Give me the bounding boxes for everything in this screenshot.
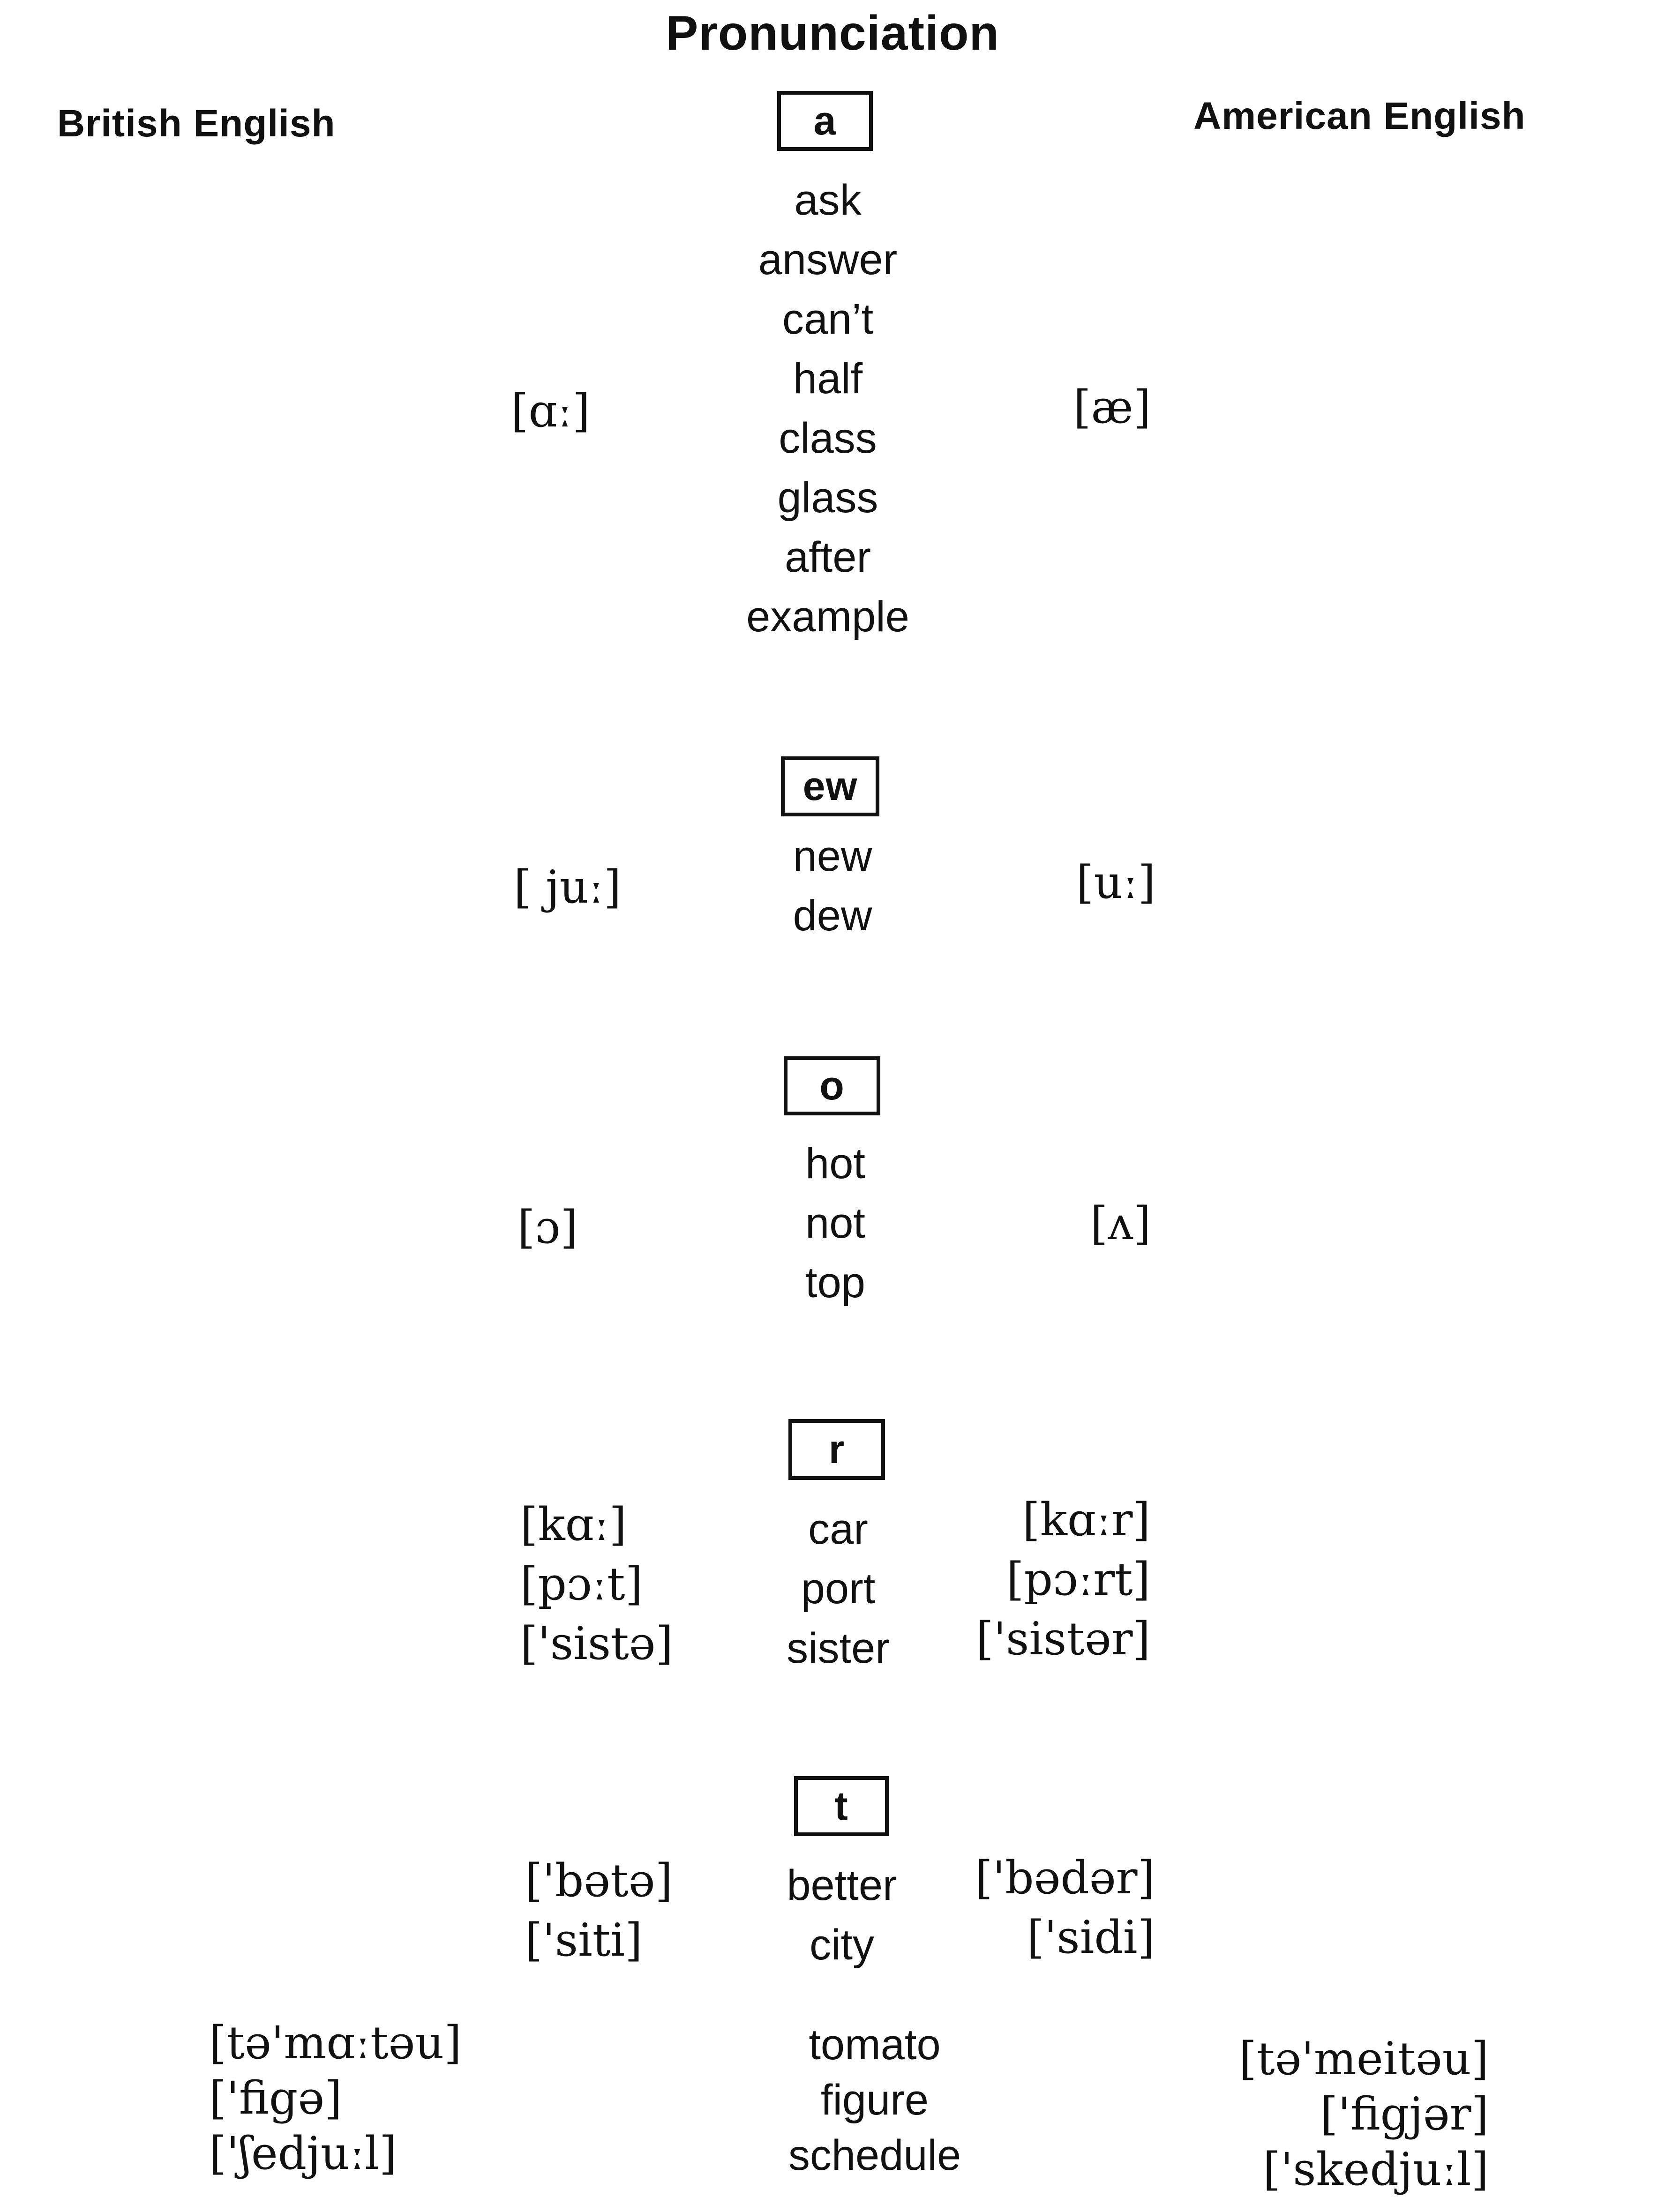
ipa-transcription: [kɑː] bbox=[520, 1498, 627, 1551]
ipa-transcription: [ʌ] bbox=[1090, 1197, 1151, 1250]
word: new bbox=[793, 832, 872, 880]
word: city bbox=[810, 1921, 874, 1969]
word: after bbox=[784, 533, 871, 581]
ipa-transcription: [æ] bbox=[1073, 381, 1151, 433]
word: example bbox=[746, 593, 909, 641]
ipa-transcription: [kɑːr] bbox=[1022, 1494, 1150, 1546]
american-english-heading: American English bbox=[1193, 95, 1526, 137]
word-list-o bbox=[671, 1134, 999, 1313]
american-ipa-ew bbox=[1076, 853, 1155, 912]
word: port bbox=[801, 1565, 876, 1613]
ipa-transcription: [pɔːt] bbox=[520, 1558, 643, 1610]
word: ask bbox=[794, 176, 862, 224]
word: glass bbox=[777, 474, 878, 522]
british-ipa-a bbox=[511, 381, 590, 441]
british-english-heading: British English bbox=[57, 102, 336, 145]
british-ipa-o bbox=[518, 1198, 578, 1257]
ipa-transcription: ['bədər] bbox=[975, 1852, 1155, 1904]
american-ipa-t bbox=[938, 1848, 1155, 1967]
ipa-transcription: ['figjər] bbox=[1320, 2088, 1489, 2140]
word: not bbox=[805, 1199, 865, 1247]
word: sister bbox=[787, 1624, 890, 1672]
british-ipa-r bbox=[520, 1495, 673, 1674]
letter-box-ew: ew bbox=[781, 756, 879, 816]
word-list-a bbox=[664, 171, 992, 647]
word-list-ew bbox=[668, 827, 997, 946]
word: figure bbox=[820, 2076, 929, 2124]
ipa-transcription: ['bətə] bbox=[525, 1854, 673, 1907]
word: can’t bbox=[782, 295, 874, 343]
american-ipa-r bbox=[938, 1490, 1150, 1669]
letter-box-o: o bbox=[784, 1056, 880, 1115]
ipa-transcription: [pɔːrt] bbox=[1006, 1553, 1150, 1606]
ipa-transcription: ['sistər] bbox=[976, 1613, 1150, 1665]
ipa-transcription: [tə'mɑːtəu] bbox=[209, 2017, 462, 2069]
word: schedule bbox=[788, 2131, 961, 2179]
word: class bbox=[779, 414, 877, 462]
page-title: Pronunciation bbox=[665, 6, 1000, 60]
word: top bbox=[805, 1259, 865, 1307]
american-ipa-a bbox=[1073, 378, 1151, 437]
word: tomato bbox=[809, 2021, 941, 2069]
letter-box-t: t bbox=[794, 1776, 889, 1836]
ipa-transcription: [tə'meitəu] bbox=[1239, 2033, 1489, 2085]
ipa-transcription: ['sistə] bbox=[520, 1617, 673, 1670]
ipa-transcription: [ juː] bbox=[514, 861, 622, 913]
ipa-transcription: [ɔ] bbox=[518, 1201, 578, 1254]
british-ipa-ew bbox=[514, 858, 621, 917]
british-ipa-t bbox=[525, 1851, 673, 1970]
word: car bbox=[808, 1505, 868, 1553]
word: half bbox=[793, 355, 863, 403]
ipa-transcription: ['figə] bbox=[209, 2072, 342, 2124]
word: better bbox=[787, 1861, 897, 1909]
ipa-transcription: ['ʃedjuːl] bbox=[209, 2127, 397, 2180]
letter-box-a: a bbox=[777, 91, 873, 151]
ipa-transcription: ['skedjuːl] bbox=[1263, 2143, 1489, 2196]
american-ipa-misc bbox=[1191, 2031, 1489, 2197]
word-list-misc bbox=[711, 2017, 1039, 2183]
ipa-transcription: [uː] bbox=[1076, 856, 1156, 909]
ipa-transcription: [ɑː] bbox=[511, 385, 590, 437]
word: hot bbox=[805, 1140, 865, 1188]
american-ipa-o bbox=[1090, 1194, 1151, 1254]
british-ipa-misc bbox=[209, 2015, 462, 2181]
ipa-transcription: ['siti] bbox=[525, 1914, 643, 1966]
word: dew bbox=[793, 892, 872, 940]
word: answer bbox=[758, 236, 898, 284]
ipa-transcription: ['sidi] bbox=[1027, 1911, 1155, 1964]
letter-box-r: r bbox=[788, 1419, 885, 1480]
